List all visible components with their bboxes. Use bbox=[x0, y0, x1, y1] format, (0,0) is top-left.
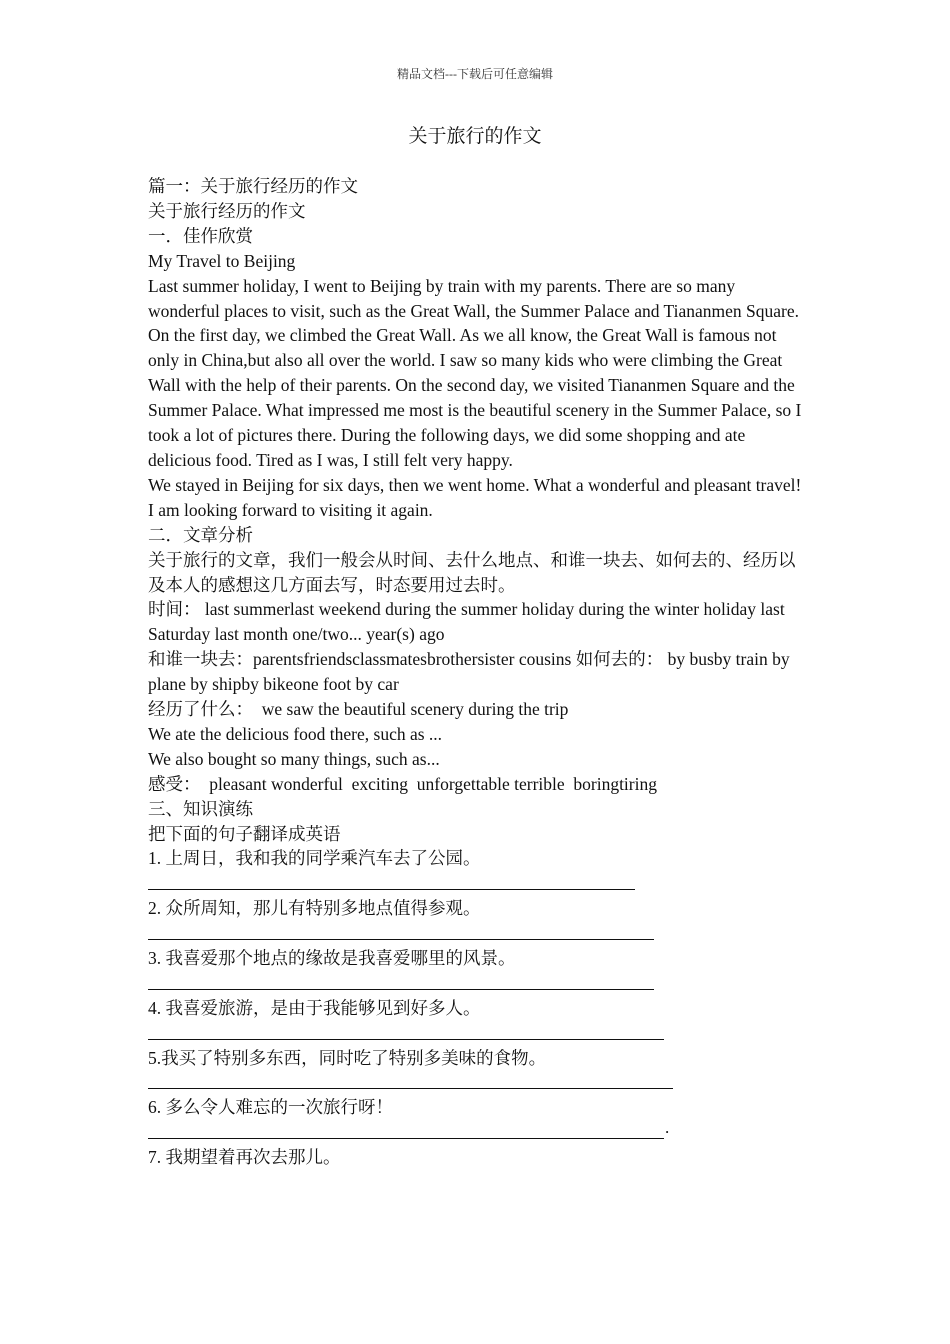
analysis-companions: 和谁一块去：parentsfriendsclassmatesbrothersister cousins 如何去的： by busby train by plane by shipby bikeone foot by car bbox=[148, 649, 790, 695]
exercise-question: 7. 我期望着再次去那儿。 bbox=[148, 1147, 341, 1168]
essay-paragraph: Last summer holiday, I went to Beijing by train with my parents. There are so many wonderful places to visit, such as the Great Wall, the Summer Palace and Tiananmen Square. bbox=[148, 275, 799, 321]
analysis-example: We ate the delicious food there, such as ... bbox=[148, 723, 443, 744]
exercise-question: 2. 众所周知，那儿有特别多地点值得参观。 bbox=[148, 898, 481, 919]
essay-paragraph: On the first day, we climbed the Great Wall. As we all know, the Great Wall is famous not only in China,but also all over the world. I saw so many kids who were climbing the Great Wall with the help of their parents. On the second day, we visited Tiananmen Square and the Summer Palace. What impressed me most is the beautiful scenery in the Summer Palace, so I took a lot of pictures there. During the following days, we did some shopping and ate delicious food. Tired as I was, I still felt very happy. bbox=[148, 325, 802, 470]
part-heading: 一．佳作欣赏 bbox=[148, 225, 253, 246]
document-title: 关于旅行的作文 bbox=[408, 126, 542, 147]
section-heading: 篇一：关于旅行经历的作文 bbox=[148, 176, 358, 196]
analysis-experience: 经历了什么： we saw the beautiful scenery during the trip bbox=[148, 699, 569, 720]
part-heading: 三、知识演练 bbox=[148, 798, 253, 819]
essay-title: My Travel to Beijing bbox=[148, 250, 296, 271]
page-header: 精品文档---下载后可任意编辑 bbox=[397, 67, 553, 81]
exercise-instruction: 把下面的句子翻译成英语 bbox=[148, 823, 341, 844]
part-heading: 二．文章分析 bbox=[148, 524, 253, 545]
subheading: 关于旅行经历的作文 bbox=[148, 200, 306, 221]
exercise-question: 3. 我喜爱那个地点的缘故是我喜爱哪里的风景。 bbox=[148, 948, 516, 969]
document-body bbox=[148, 174, 808, 1170]
answer-blank[interactable] bbox=[148, 921, 808, 946]
answer-blank[interactable] bbox=[148, 871, 808, 896]
analysis-time: 时间： last summerlast weekend during the summer holiday during the winter holiday last Saturday last month one/two... year(s) ago bbox=[148, 599, 785, 645]
analysis-paragraph: 关于旅行的文章，我们一般会从时间、去什么地点、和谁一块去、如何去的、经历以及本人的感想这几方面去写，时态要用过去时。 bbox=[148, 549, 796, 595]
answer-blank[interactable] bbox=[148, 1120, 808, 1145]
exercise-question: 6. 多么令人难忘的一次旅行呀！ bbox=[148, 1097, 393, 1118]
essay-paragraph: We stayed in Beijing for six days, then we went home. What a wonderful and pleasant travel! I am looking forward to visiting it again. bbox=[148, 474, 802, 520]
answer-blank[interactable] bbox=[148, 971, 808, 996]
exercise-question: 5.我买了特别多东西，同时吃了特别多美味的食物。 bbox=[148, 1047, 547, 1068]
analysis-feelings: 感受： pleasant wonderful exciting unforgettable terrible boringtiring bbox=[148, 773, 657, 794]
answer-blank-period: . bbox=[665, 1118, 670, 1138]
exercise-question: 4. 我喜爱旅游，是由于我能够见到好多人。 bbox=[148, 997, 481, 1018]
answer-blank[interactable] bbox=[148, 1021, 808, 1046]
answer-blank[interactable] bbox=[148, 1071, 808, 1096]
exercise-question: 1. 上周日，我和我的同学乘汽车去了公园。 bbox=[148, 848, 481, 869]
analysis-example: We also bought so many things, such as... bbox=[148, 748, 440, 769]
